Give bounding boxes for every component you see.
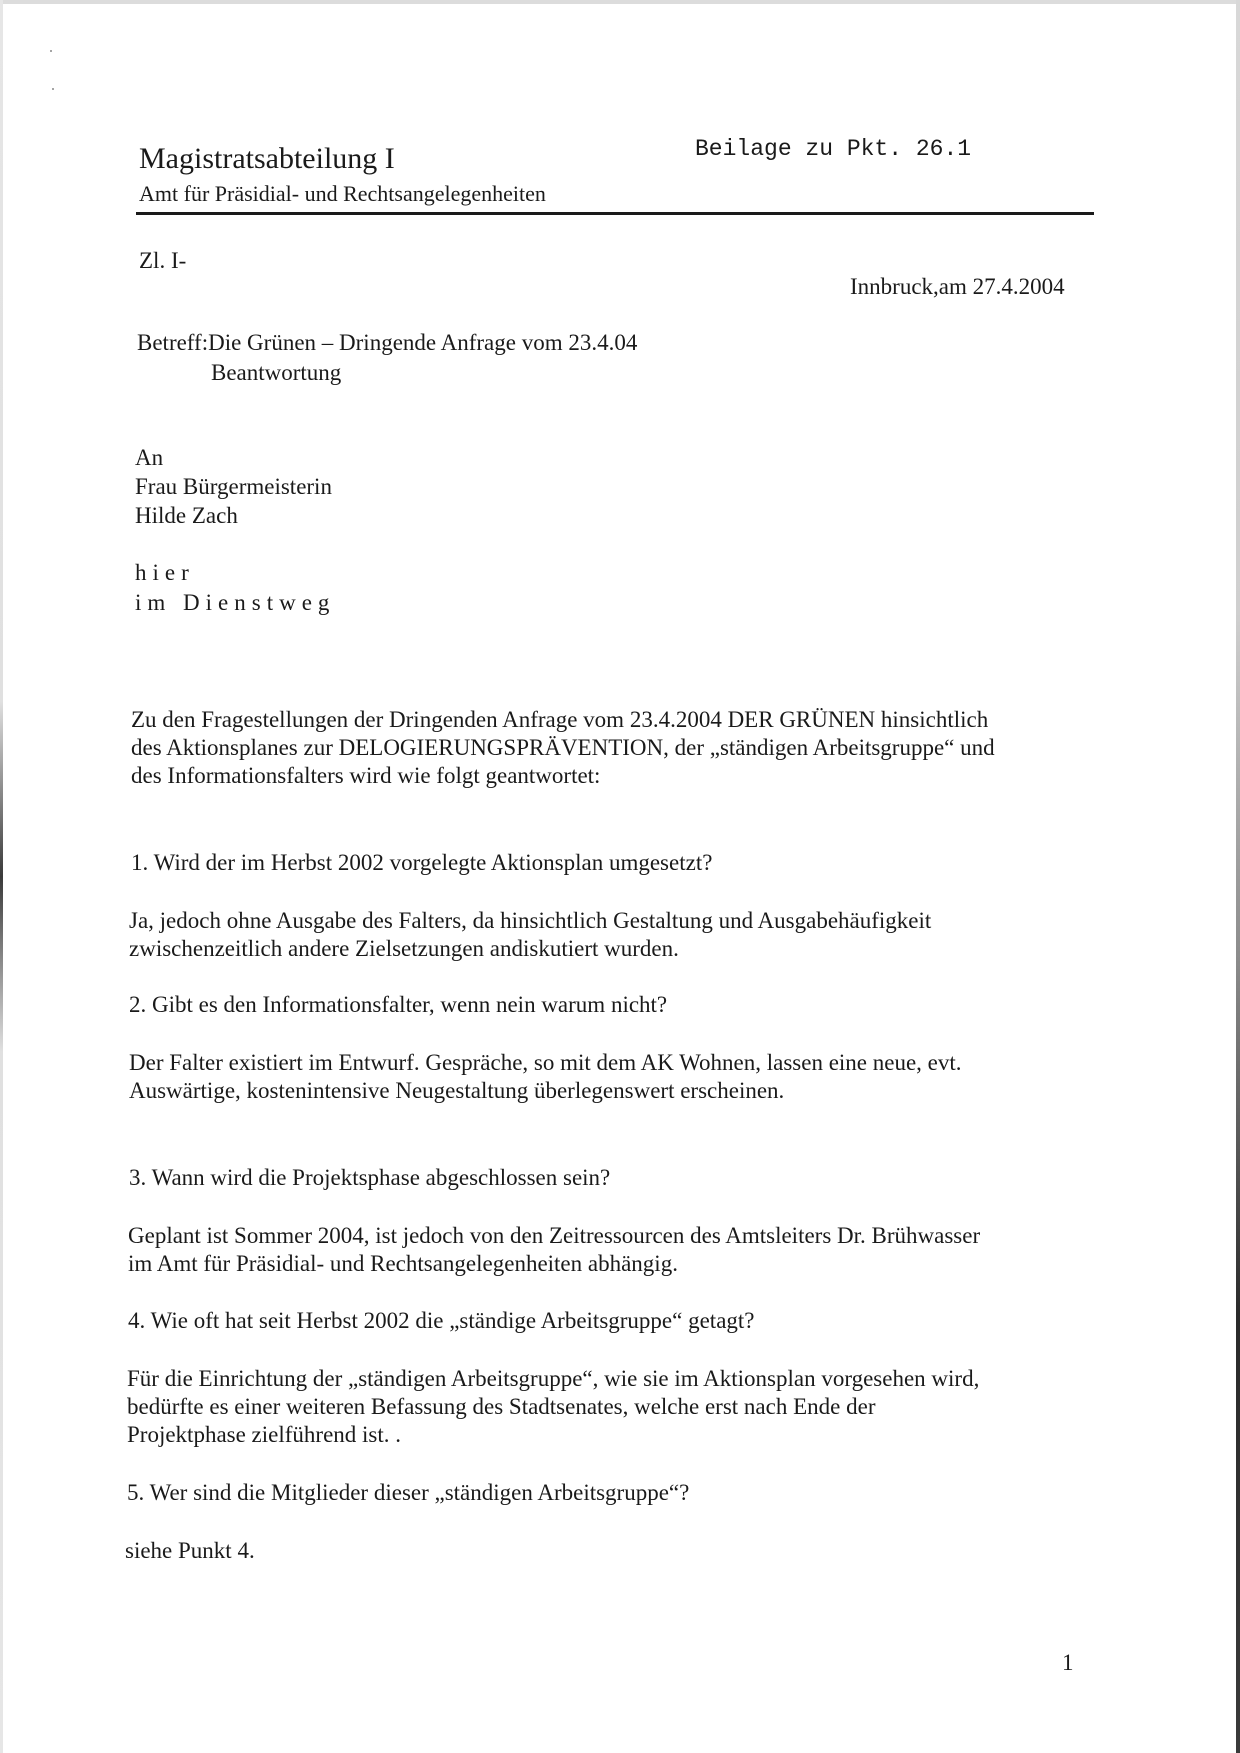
intro-line: Zu den Fragestellungen der Dringenden Anfrage vom 23.4.2004 DER GRÜNEN hinsichtlich — [131, 707, 989, 732]
scan-edge-top — [0, 0, 1240, 4]
answer-line: Geplant ist Sommer 2004, ist jedoch von den Zeitressourcen des Amtsleiters Dr. Brühwasser — [128, 1223, 981, 1248]
answer-line: Der Falter existiert im Entwurf. Gespräche, so mit dem AK Wohnen, lassen eine neue, evt. — [129, 1050, 962, 1075]
answer-2 — [129, 1049, 962, 1105]
place-date: Innbruck,am 27.4.2004 — [850, 274, 1065, 299]
question-2: 2. Gibt es den Informationsfalter, wenn nein warum nicht? — [129, 992, 668, 1017]
answer-line: Ja, jedoch ohne Ausgabe des Falters, da hinsichtlich Gestaltung und Ausgabehäufigkeit — [129, 908, 932, 933]
question-4: 4. Wie oft hat seit Herbst 2002 die „ständige Arbeitsgruppe“ getagt? — [128, 1308, 755, 1333]
answer-1 — [129, 907, 931, 963]
answer-line: bedürfte es einer weiteren Befassung des Stadtsenates, welche erst nach Ende der — [127, 1394, 876, 1419]
answer-4 — [127, 1365, 979, 1449]
recipient-title: Frau Bürgermeisterin — [135, 474, 332, 499]
question-3: 3. Wann wird die Projektsphase abgeschlossen sein? — [129, 1165, 611, 1190]
page-number: 1 — [1062, 1650, 1074, 1675]
answer-line: im Amt für Präsidial- und Rechtsangelegenheiten abhängig. — [128, 1251, 678, 1276]
intro-line: des Aktionsplanes zur DELOGIERUNGSPRÄVENTION, der „ständigen Arbeitsgruppe“ und — [131, 735, 995, 760]
attachment-reference: Beilage zu Pkt. 26.1 — [695, 136, 972, 162]
recipient-here: hier — [135, 560, 195, 585]
recipient-to: An — [135, 445, 164, 470]
answer-line: Projektphase zielführend ist. . — [127, 1422, 402, 1447]
answer-line: zwischenzeitlich andere Zielsetzungen andiskutiert wurden. — [129, 936, 679, 961]
question-1: 1. Wird der im Herbst 2002 vorgelegte Aktionsplan umgesetzt? — [131, 850, 713, 875]
scan-speck — [52, 88, 54, 90]
recipient-name: Hilde Zach — [135, 503, 238, 528]
intro-line: des Informationsfalters wird wie folgt geantwortet: — [131, 763, 601, 788]
scan-speck — [50, 50, 52, 52]
file-reference: Zl. I- — [139, 248, 187, 273]
answer-line: Auswärtige, kostenintensive Neugestaltung überlegenswert erscheinen. — [129, 1078, 785, 1103]
scan-edge-left — [0, 0, 3, 1753]
question-5: 5. Wer sind die Mitglieder dieser „ständigen Arbeitsgruppe“? — [127, 1480, 690, 1505]
subject-line: Betreff:Die Grünen – Dringende Anfrage vom 23.4.04 — [137, 330, 638, 355]
department-title: Magistratsabteilung I — [139, 142, 395, 175]
intro-paragraph — [131, 706, 995, 790]
subject-subline: Beantwortung — [211, 360, 342, 385]
answer-3 — [128, 1222, 980, 1278]
header-divider — [136, 212, 1094, 215]
answer-line: Für die Einrichtung der „ständigen Arbeitsgruppe“, wie sie im Aktionsplan vorgesehen wird, — [127, 1366, 980, 1391]
office-subtitle: Amt für Präsidial- und Rechtsangelegenheiten — [139, 181, 546, 206]
answer-5: siehe Punkt 4. — [125, 1538, 255, 1563]
scan-edge-right — [1236, 0, 1240, 1753]
recipient-route: im Dienstweg — [135, 590, 336, 615]
